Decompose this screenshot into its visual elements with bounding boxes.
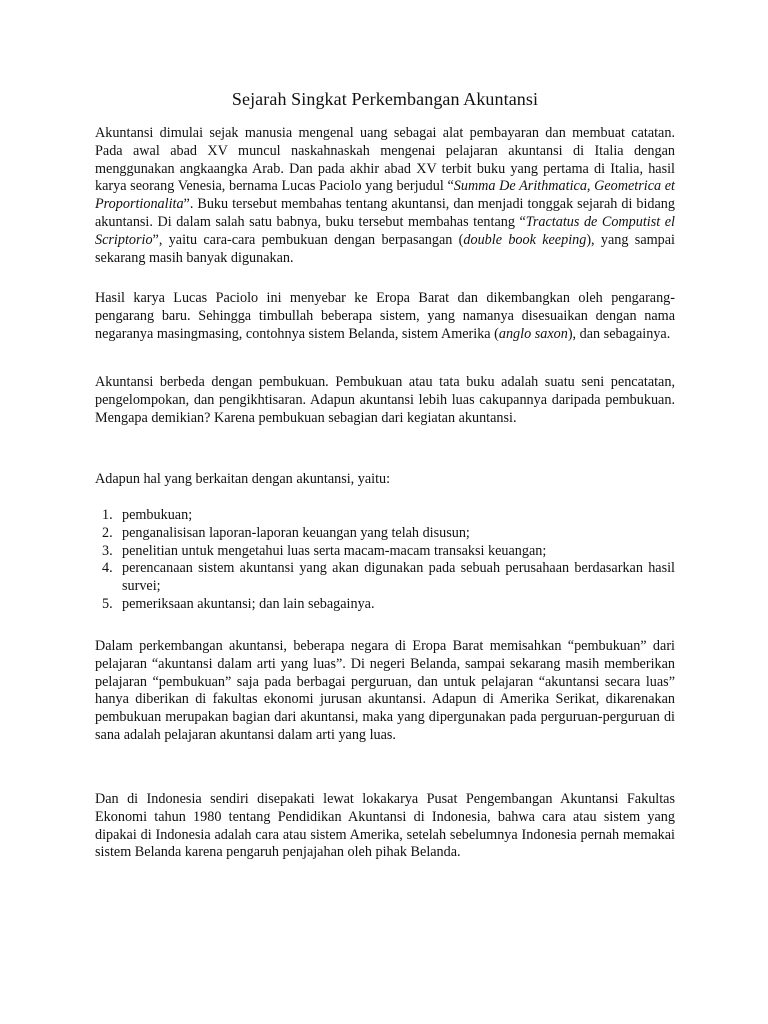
accounting-items-list xyxy=(95,507,675,614)
paragraph-indonesia: Dan di Indonesia sendiri disepakati lewat lokakarya Pusat Pengembangan Akuntansi Fakultas Ekonomi tahun 1980 tentang Pendidikan Akuntansi di Indonesia, bahwa cara atau sistem yang dipakai di Indonesia adalah cara atau sistem Amerika, setelah sebelumnya Indonesia pernah memakai sistem Belanda karena pengaruh penjajahan oleh pihak Belanda. xyxy=(95,791,675,861)
chapter-title-tractatus: Tractatus de Computist el Scriptorio xyxy=(95,213,675,248)
list-item: 1. pembukuan; xyxy=(102,507,193,523)
paragraph-history-origin: Akuntansi dimulai sejak manusia mengenal uang sebagai alat pembayaran dan membuat catatan. Pada awal abad XV muncul naskahnaskah mengenai pelajaran akuntansi di Italia dengan menggunakan angkaangka Arab. Dan pada akhir abad XV terbit buku yang pertama di Italia, hasil karya seorang Venesia, bernama Lucas Paciolo yang berjudul “Summa De Arithmatica, Geometrica et Proportionalita”. Buku tersebut membahas tentang akuntansi, dan menjadi tonggak sejarah di bidang akuntansi. Di dalam salah satu babnya, buku tersebut membahas tentang “Tractatus de Computist el Scriptorio”, yaitu cara-cara pembukuan dengan berpasangan (double book keeping), yang sampai sekarang masih banyak digunakan. xyxy=(95,125,675,266)
document-title: Sejarah Singkat Perkembangan Akuntansi xyxy=(231,89,539,109)
term-anglo-saxon: anglo saxon xyxy=(498,325,568,342)
list-item: 5. pemeriksaan akuntansi; dan lain sebagainya. xyxy=(102,595,375,612)
term-double-book-keeping: double book keeping xyxy=(463,231,587,248)
paragraph-spread-europe: Hasil karya Lucas Paciolo ini menyebar ke Eropa Barat dan dikembangkan oleh pengarang-pengarang baru. Sehingga timbullah beberapa sistem, yang namanya disesuaikan dengan nama negaranya masingmasing, contohnya sistem Belanda, sistem Amerika (anglo saxon), dan sebagainya. xyxy=(95,290,675,342)
list-item: 4. perencanaan sistem akuntansi yang akan digunakan pada sebuah perusahaan berdasarkan hasil survei; xyxy=(102,560,675,595)
paragraph-list-intro: Adapun hal yang berkaitan dengan akuntansi, yaitu: xyxy=(95,471,391,487)
list-item: 2. penganalisisan laporan-laporan keuangan yang telah disusun; xyxy=(102,524,470,541)
paragraph-accounting-vs-bookkeeping: Akuntansi berbeda dengan pembukuan. Pembukuan atau tata buku adalah suatu seni pencatatan, pengelompokan, dan pengikhtisaran. Adapun akuntansi lebih luas cakupannya daripada pembukuan. Mengapa demikian? Karena pembukuan sebagian dari kegiatan akuntansi. xyxy=(95,374,675,426)
paragraph-development-europe-america: Dalam perkembangan akuntansi, beberapa negara di Eropa Barat memisahkan “pembukuan” dari pelajaran “akuntansi dalam arti yang luas”. Di negeri Belanda, sampai sekarang masih memberikan pelajaran “pembukuan” saja pada berbagai perguruan, dan untuk pelajaran “akuntansi secara luas” hanya diberikan di fakultas ekonomi jurusan akuntansi. Adapun di Amerika Serikat, dikarenakan pembukuan merupakan bagian dari akuntansi, maka yang dipergunakan pada perguruan-perguruan di sana adalah pelajaran akuntansi dalam arti yang luas. xyxy=(95,638,675,743)
book-title-summa: Summa De Arithmatica, Geometrica et Proportionalita xyxy=(95,178,675,213)
list-item: 3. penelitian untuk mengetahui luas serta macam-macam transaksi keuangan; xyxy=(102,542,547,559)
